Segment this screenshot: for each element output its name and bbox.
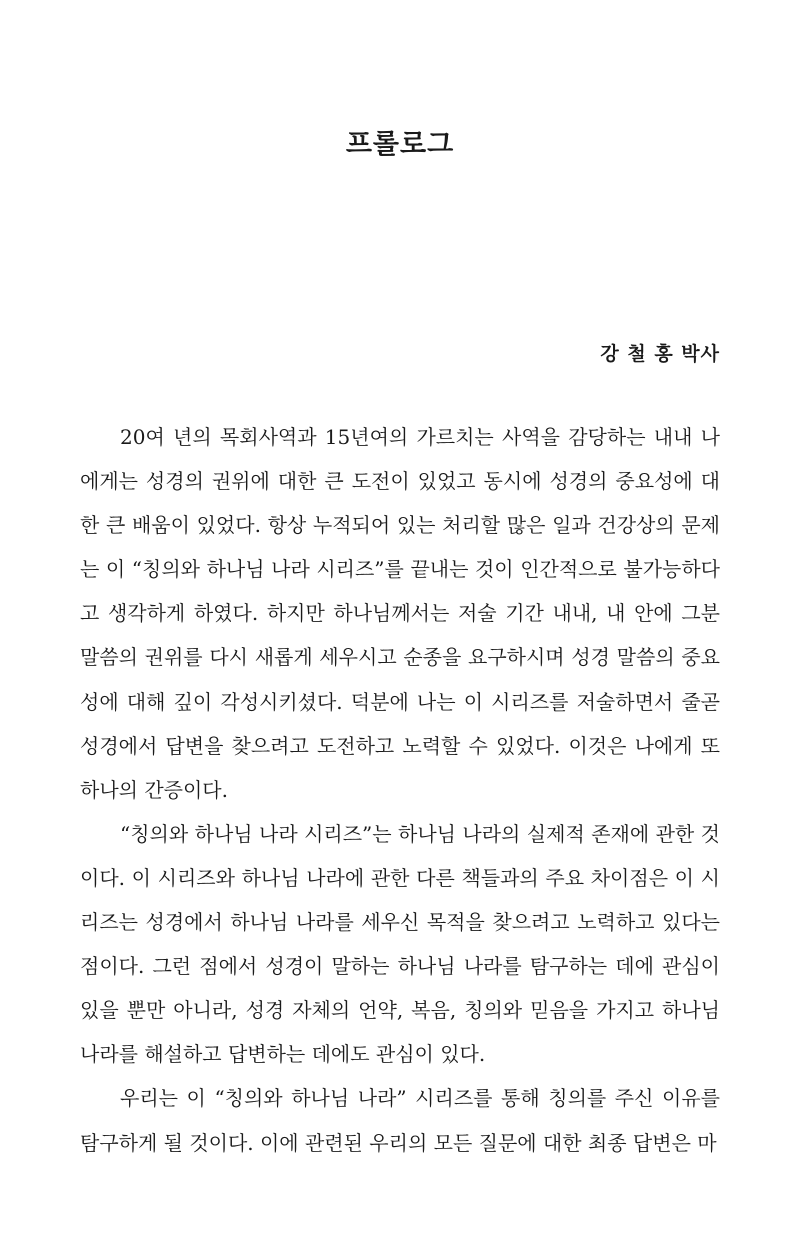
paragraph-3: 우리는 이 “칭의와 하나님 나라” 시리즈를 통해 칭의를 주신 이유를 탐구하게 될 것이다. 이에 관련된 우리의 모든 질문에 대한 최종 답변은 마 bbox=[80, 1086, 720, 1155]
author-name: 강 철 홍 박사 bbox=[600, 343, 720, 365]
paragraph-2: “칭의와 하나님 나라 시리즈”는 하나님 나라의 실제적 존재에 관한 것이다. 이 시리즈와 하나님 나라에 관한 다른 책들과의 주요 차이점은 이 시리즈는 성경에서 하나님 나라를 세우신 목적을 찾으려고 노력하고 있다는 점이다. 그런 점에서 성경이 말하는 하나님 나라를 탐구하는 데에 관심이 있을 뿐만 아니라, 성경 자체의 언약, 복음, 칭의와 믿음을 가지고 하나님 나라를 해설하고 답변하는 데에도 관심이 있다. bbox=[80, 821, 720, 1067]
page-title: 프롤로그 bbox=[345, 129, 455, 160]
body-text bbox=[80, 415, 720, 1165]
paragraph-1: 20여 년의 목회사역과 15년여의 가르치는 사역을 감당하는 내내 나에게는 성경의 권위에 대한 큰 도전이 있었고 동시에 성경의 중요성에 대한 큰 배움이 있었다. 항상 누적되어 있는 처리할 많은 일과 건강상의 문제는 이 “칭의와 하나님 나라 시리즈”를 끝내는 것이 인간적으로 불가능하다고 생각하게 하였다. 하지만 하나님께서는 저술 기간 내내, 내 안에 그분 말씀의 권위를 다시 새롭게 세우시고 순종을 요구하시며 성경 말씀의 중요성에 대해 깊이 각성시키셨다. 덕분에 나는 이 시리즈를 저술하면서 줄곧 성경에서 답변을 찾으려고 도전하고 노력할 수 있었다. 이것은 나에게 또 하나의 간증이다. bbox=[80, 425, 720, 802]
